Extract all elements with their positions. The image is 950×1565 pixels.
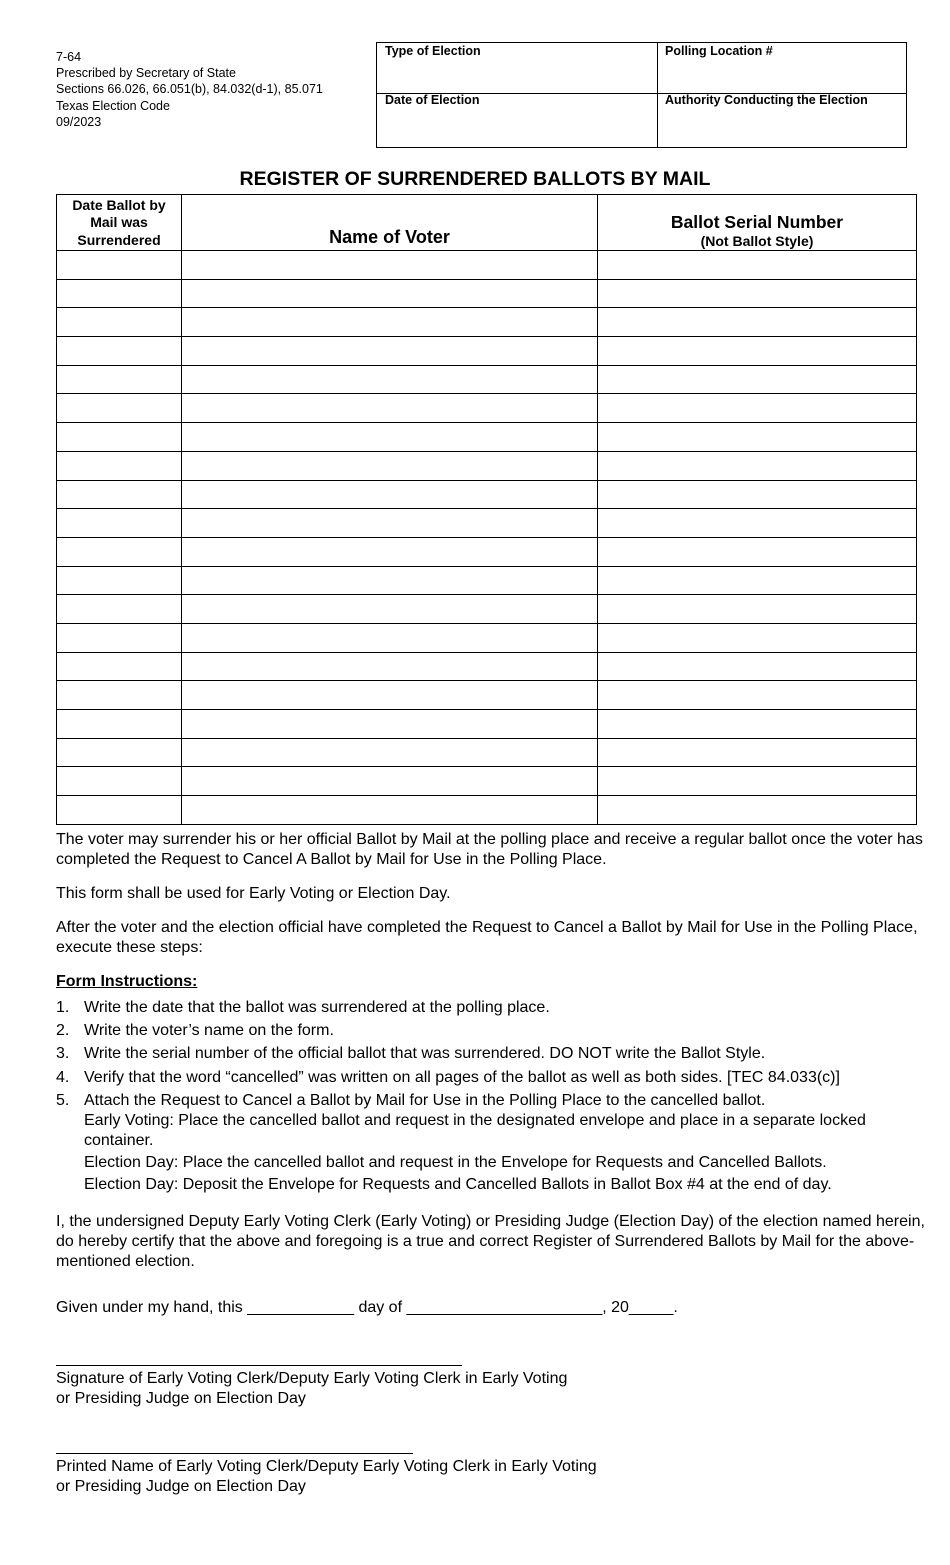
- cell-date-surrendered[interactable]: [57, 796, 182, 825]
- table-row: [57, 767, 917, 796]
- header-name-of-voter: Name of Voter: [182, 195, 598, 251]
- cell-date-surrendered[interactable]: [57, 767, 182, 796]
- cell-ballot-serial[interactable]: [598, 308, 917, 337]
- cell-date-surrendered[interactable]: [57, 652, 182, 681]
- cell-voter-name[interactable]: [182, 537, 598, 566]
- instruction-text: Write the serial number of the official ballot that was surrendered. DO NOT write the Ballot Style.: [84, 1045, 766, 1063]
- prescribed-by: Prescribed by Secretary of State: [56, 66, 236, 81]
- table-row: [57, 423, 917, 452]
- signature-line[interactable]: [56, 1365, 462, 1366]
- code-name: Texas Election Code: [56, 98, 170, 113]
- cell-voter-name[interactable]: [182, 451, 598, 480]
- printed-name-label: [56, 1457, 926, 1497]
- cell-voter-name[interactable]: [182, 423, 598, 452]
- cell-date-surrendered[interactable]: [57, 279, 182, 308]
- usage-paragraph: This form shall be used for Early Voting or Election Day.: [56, 885, 451, 902]
- cell-ballot-serial[interactable]: [598, 623, 917, 652]
- form-number: 7-64: [56, 50, 82, 64]
- steps-intro-paragraph: After the voter and the election official have completed the Request to Cancel a Ballot by Mail for Use in the Polling Place, execute these steps:: [56, 919, 918, 956]
- cell-ballot-serial[interactable]: [598, 251, 917, 280]
- cell-voter-name[interactable]: [182, 251, 598, 280]
- header-date-line3: Surrendered: [77, 231, 161, 248]
- cell-date-surrendered[interactable]: [57, 394, 182, 423]
- table-row: [57, 279, 917, 308]
- cell-voter-name[interactable]: [182, 681, 598, 710]
- cell-voter-name[interactable]: [182, 394, 598, 423]
- cell-voter-name[interactable]: [182, 595, 598, 624]
- form-meta-block: [56, 49, 323, 130]
- table-row: [57, 623, 917, 652]
- header-serial-label: Ballot Serial Number: [670, 212, 844, 232]
- cell-ballot-serial[interactable]: [598, 423, 917, 452]
- instruction-number: 4.: [56, 1068, 70, 1086]
- cell-date-surrendered[interactable]: [57, 451, 182, 480]
- table-row: [57, 394, 917, 423]
- table-row: [57, 308, 917, 337]
- table-row: [57, 738, 917, 767]
- note-early-voting: Early Voting: Place the cancelled ballot and request in the designated envelope and place in a separate locked container.: [84, 1111, 866, 1149]
- table-row: [57, 480, 917, 509]
- instructions-heading: Form Instructions:: [56, 973, 198, 990]
- intro-paragraph: The voter may surrender his or her official Ballot by Mail at the polling place and receive a regular ballot once the voter has completed the Request to Cancel A Ballot by Mail for Use in the Polling Place.: [56, 831, 923, 868]
- table-row: [57, 566, 917, 595]
- cell-ballot-serial[interactable]: [598, 451, 917, 480]
- instruction-item: [56, 998, 926, 1018]
- cell-voter-name[interactable]: [182, 710, 598, 739]
- header-ballot-serial: [598, 195, 917, 251]
- table-row: [57, 681, 917, 710]
- given-under-hand-line[interactable]: Given under my hand, this ____________ day of ______________________, 20_____.: [56, 1299, 678, 1316]
- instructions-list: [56, 998, 926, 1197]
- cell-date-surrendered[interactable]: [57, 308, 182, 337]
- instruction-item: [56, 1091, 926, 1111]
- cell-voter-name[interactable]: [182, 337, 598, 366]
- cell-date-surrendered[interactable]: [57, 710, 182, 739]
- certification-paragraph: I, the undersigned Deputy Early Voting Clerk (Early Voting) or Presiding Judge (Election Day) of the election named herein, do hereby certify that the above and foregoing is a true and correct Register of Surrendered Ballots by Mail for the above-mentioned election.: [56, 1213, 925, 1270]
- polling-location-field[interactable]: Polling Location #: [665, 44, 773, 58]
- header-date-line1: Date Ballot by: [72, 196, 166, 213]
- election-box-divider-vertical: [657, 43, 658, 147]
- cell-ballot-serial[interactable]: [598, 710, 917, 739]
- cell-ballot-serial[interactable]: [598, 337, 917, 366]
- table-row: [57, 595, 917, 624]
- cell-date-surrendered[interactable]: [57, 365, 182, 394]
- cell-ballot-serial[interactable]: [598, 796, 917, 825]
- instruction-text: Write the voter’s name on the form.: [84, 1022, 334, 1040]
- instruction-number: 1.: [56, 999, 70, 1016]
- cell-ballot-serial[interactable]: [598, 480, 917, 509]
- table-row: [57, 451, 917, 480]
- cell-voter-name[interactable]: [182, 566, 598, 595]
- signature-label-line2: or Presiding Judge on Election Day: [56, 1390, 306, 1407]
- type-of-election-field[interactable]: Type of Election: [385, 44, 481, 58]
- cell-date-surrendered[interactable]: [57, 595, 182, 624]
- election-info-box: [376, 42, 907, 148]
- header-date-line2: Mail was: [90, 214, 148, 230]
- cell-date-surrendered[interactable]: [57, 251, 182, 280]
- cell-voter-name[interactable]: [182, 365, 598, 394]
- note-election-day-deposit: Election Day: Deposit the Envelope for Requests and Cancelled Ballots in Ballot Box #4 at the end of day.: [84, 1175, 832, 1193]
- cell-ballot-serial[interactable]: [598, 394, 917, 423]
- printed-name-line[interactable]: [56, 1453, 413, 1454]
- cell-voter-name[interactable]: [182, 738, 598, 767]
- cell-ballot-serial[interactable]: [598, 279, 917, 308]
- cell-voter-name[interactable]: [182, 767, 598, 796]
- cell-date-surrendered[interactable]: [57, 566, 182, 595]
- cell-date-surrendered[interactable]: [57, 337, 182, 366]
- table-row: [57, 652, 917, 681]
- form-revision: 09/2023: [56, 114, 102, 129]
- instruction-number: 3.: [56, 1045, 70, 1063]
- cell-date-surrendered[interactable]: [57, 509, 182, 538]
- cell-date-surrendered[interactable]: [57, 623, 182, 652]
- cell-voter-name[interactable]: [182, 509, 598, 538]
- note-election-day-place: Election Day: Place the cancelled ballot and request in the Envelope for Requests and Cancelled Ballots.: [84, 1153, 827, 1171]
- instruction-text: Write the date that the ballot was surrendered at the polling place.: [84, 999, 550, 1016]
- cell-ballot-serial[interactable]: [598, 566, 917, 595]
- instruction-number: 5.: [56, 1091, 70, 1109]
- cell-ballot-serial[interactable]: [598, 767, 917, 796]
- cell-ballot-serial[interactable]: [598, 595, 917, 624]
- instruction-item: [56, 1044, 926, 1064]
- instruction-item: [56, 1068, 926, 1088]
- table-row: [57, 251, 917, 280]
- table-row: [57, 710, 917, 739]
- instruction-text: Verify that the word “cancelled” was written on all pages of the ballot as well as both sides. [TEC 84.033(c)]: [84, 1068, 840, 1086]
- cell-voter-name[interactable]: [182, 279, 598, 308]
- cell-date-surrendered[interactable]: [57, 423, 182, 452]
- cell-ballot-serial[interactable]: [598, 652, 917, 681]
- cell-voter-name[interactable]: [182, 623, 598, 652]
- table-row: [57, 796, 917, 825]
- form-title: REGISTER OF SURRENDERED BALLOTS BY MAIL: [239, 168, 711, 190]
- signature-label: [56, 1369, 926, 1409]
- cell-voter-name[interactable]: [182, 308, 598, 337]
- printed-name-label-line2: or Presiding Judge on Election Day: [56, 1478, 306, 1495]
- instruction-text: Attach the Request to Cancel a Ballot by Mail for Use in the Polling Place to the cancelled ballot.: [84, 1091, 766, 1109]
- cell-date-surrendered[interactable]: [57, 738, 182, 767]
- cell-ballot-serial[interactable]: [598, 537, 917, 566]
- cell-date-surrendered[interactable]: [57, 537, 182, 566]
- authority-field[interactable]: Authority Conducting the Election: [665, 93, 868, 107]
- cell-ballot-serial[interactable]: [598, 365, 917, 394]
- instruction-item: [56, 1021, 926, 1041]
- register-body: [57, 251, 917, 825]
- table-row: [57, 537, 917, 566]
- table-row: [57, 365, 917, 394]
- header-date-surrendered: [57, 195, 182, 251]
- header-serial-sublabel: (Not Ballot Style): [700, 233, 814, 249]
- instruction-notes: [56, 1111, 926, 1195]
- cell-ballot-serial[interactable]: [598, 738, 917, 767]
- register-table: [56, 194, 917, 825]
- cell-voter-name[interactable]: [182, 480, 598, 509]
- table-header-row: [57, 195, 917, 251]
- table-row: [57, 509, 917, 538]
- cell-voter-name[interactable]: [182, 652, 598, 681]
- date-of-election-field[interactable]: Date of Election: [385, 93, 480, 107]
- code-sections: Sections 66.026, 66.051(b), 84.032(d-1), 85.071: [56, 82, 323, 97]
- table-row: [57, 337, 917, 366]
- cell-date-surrendered[interactable]: [57, 480, 182, 509]
- cell-voter-name[interactable]: [182, 796, 598, 825]
- cell-date-surrendered[interactable]: [57, 681, 182, 710]
- signature-label-line1: Signature of Early Voting Clerk/Deputy Early Voting Clerk in Early Voting: [56, 1370, 568, 1387]
- cell-ballot-serial[interactable]: [598, 681, 917, 710]
- printed-name-label-line1: Printed Name of Early Voting Clerk/Deputy Early Voting Clerk in Early Voting: [56, 1458, 597, 1475]
- instruction-number: 2.: [56, 1022, 70, 1040]
- cell-ballot-serial[interactable]: [598, 509, 917, 538]
